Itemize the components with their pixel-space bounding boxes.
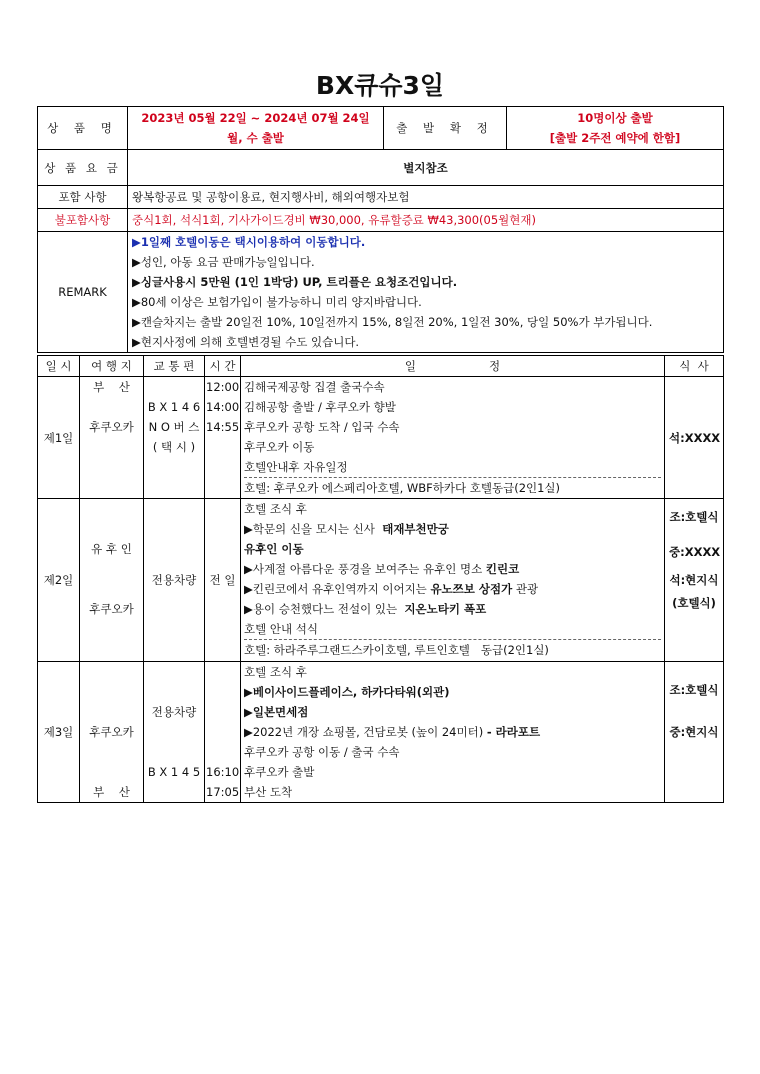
confirm-condition (507, 107, 724, 150)
remark-item: ▶현지사정에 의해 호텔변경될 수도 있습니다. (132, 335, 360, 349)
day-places: 후쿠오카 부 산 (80, 662, 144, 803)
page-title: BX큐슈3일 (315, 71, 445, 100)
header-schedule: 일 정 (241, 356, 665, 377)
hotel-info: 호텔: 후쿠오카 에스페리아호텔, WBF하카다 호텔동급(2인1실) (244, 477, 661, 498)
day-places: 유 후 인 후쿠오카 (80, 499, 144, 662)
day-row-2 (38, 499, 724, 662)
price-label: 상 품 요 금 (38, 150, 128, 186)
header-day: 일 시 (38, 356, 80, 377)
dates-line: 2023년 05월 22일 ~ 2024년 07월 24일 (141, 111, 370, 125)
remark-list (128, 232, 724, 353)
header-meal: 식 사 (665, 356, 724, 377)
day-schedule: 호텔 조식 후 ▶베이사이드플레이스, 하카다타워(외관) ▶일본면세점 ▶2022년 개장 쇼핑몰, 건담로봇 (높이 24미터) - 라라포트 후쿠오카 공항 이동 / 출국 수속 후쿠오카 출발 부산 도착 (241, 662, 665, 803)
exclude-value: 중식1회, 석식1회, 기사가이드경비 ₩30,000, 유류할증료 ₩43,300(05월현재) (128, 209, 724, 232)
include-label: 포함 사항 (38, 186, 128, 209)
day-times: 16:10 17:05 (205, 662, 241, 803)
day-label: 제1일 (38, 377, 80, 499)
day-meals: 조:호텔식 중:XXXX 석:현지식 (호텔식) (665, 499, 724, 662)
min-people: 10명이상 출발 (577, 111, 653, 125)
day-label: 제2일 (38, 499, 80, 662)
day-times: 전 일 (205, 499, 241, 662)
day-transport: B X 1 4 6 N O 버 스 ( 택 시 ) (144, 377, 205, 499)
day-transport: 전용차량 (144, 499, 205, 662)
day-schedule: 김해국제공항 집결 출국수속 김해공항 출발 / 후쿠오카 향발 후쿠오카 공항 도착 / 입국 수속 후쿠오카 이동 호텔안내후 자유일정 호텔: 후쿠오카 에스페리아호텔, WBF하카다 호텔동급(2인1실) (241, 377, 665, 499)
remark-item: ▶성인, 아동 요금 판매가능일입니다. (132, 255, 315, 269)
departure-days: 월, 수 출발 (227, 131, 284, 145)
remark-label: REMARK (38, 232, 128, 353)
day-meals: 석:XXXX (665, 377, 724, 499)
remark-item: ▶캔슬차지는 출발 20일전 10%, 10일전까지 15%, 8일전 20%, 1일전 30%, 당일 50%가 부가됩니다. (132, 315, 653, 329)
remark-item: ▶80세 이상은 보험가입이 불가능하니 미리 양지바랍니다. (132, 295, 422, 309)
remark-item: ▶1일째 호텔이동은 택시이용하여 이동합니다. (132, 235, 366, 249)
day-meals: 조:호텔식 중:현지식 (665, 662, 724, 803)
booking-condition: [출발 2주전 예약에 한함] (549, 131, 681, 145)
product-name-label: 상 품 명 (38, 107, 128, 150)
day-row-3 (38, 662, 724, 803)
exclude-label: 불포함사항 (38, 209, 128, 232)
remark-item: ▶싱글사용시 5만원 (1인 1박당) UP, 트리플은 요청조건입니다. (132, 275, 458, 289)
day-transport: 전용차량 B X 1 4 5 (144, 662, 205, 803)
itinerary-table (37, 355, 724, 803)
product-info-table (37, 106, 724, 353)
price-value: 별지참조 (128, 150, 724, 186)
day-schedule: 호텔 조식 후 ▶학문의 신을 모시는 신사 태재부천만궁 유후인 이동 ▶사계절 아름다운 풍경을 보여주는 유후인 명소 킨린코 ▶킨린코에서 유후인역까지 이어지는 유노쯔보 상점가 관광 ▶용이 승천했다느 전설이 있는 지온노타키 폭포 호텔 안내 석식 호텔: 하라주루그랜드스카이호텔, 루트인호텔 동급(2인1실) (241, 499, 665, 662)
travel-dates (128, 107, 384, 150)
day-places: 부 산 후쿠오카 (80, 377, 144, 499)
day-times: 12:00 14:00 14:55 (205, 377, 241, 499)
header-time: 시 간 (205, 356, 241, 377)
day-label: 제3일 (38, 662, 80, 803)
include-value: 왕복항공료 및 공항이용료, 현지행사비, 해외여행자보험 (128, 186, 724, 209)
confirm-label: 출 발 확 정 (384, 107, 507, 150)
header-place: 여 행 지 (80, 356, 144, 377)
hotel-info: 호텔: 하라주루그랜드스카이호텔, 루트인호텔 동급(2인1실) (244, 639, 661, 660)
day-row-1 (38, 377, 724, 499)
header-transport: 교 통 편 (144, 356, 205, 377)
